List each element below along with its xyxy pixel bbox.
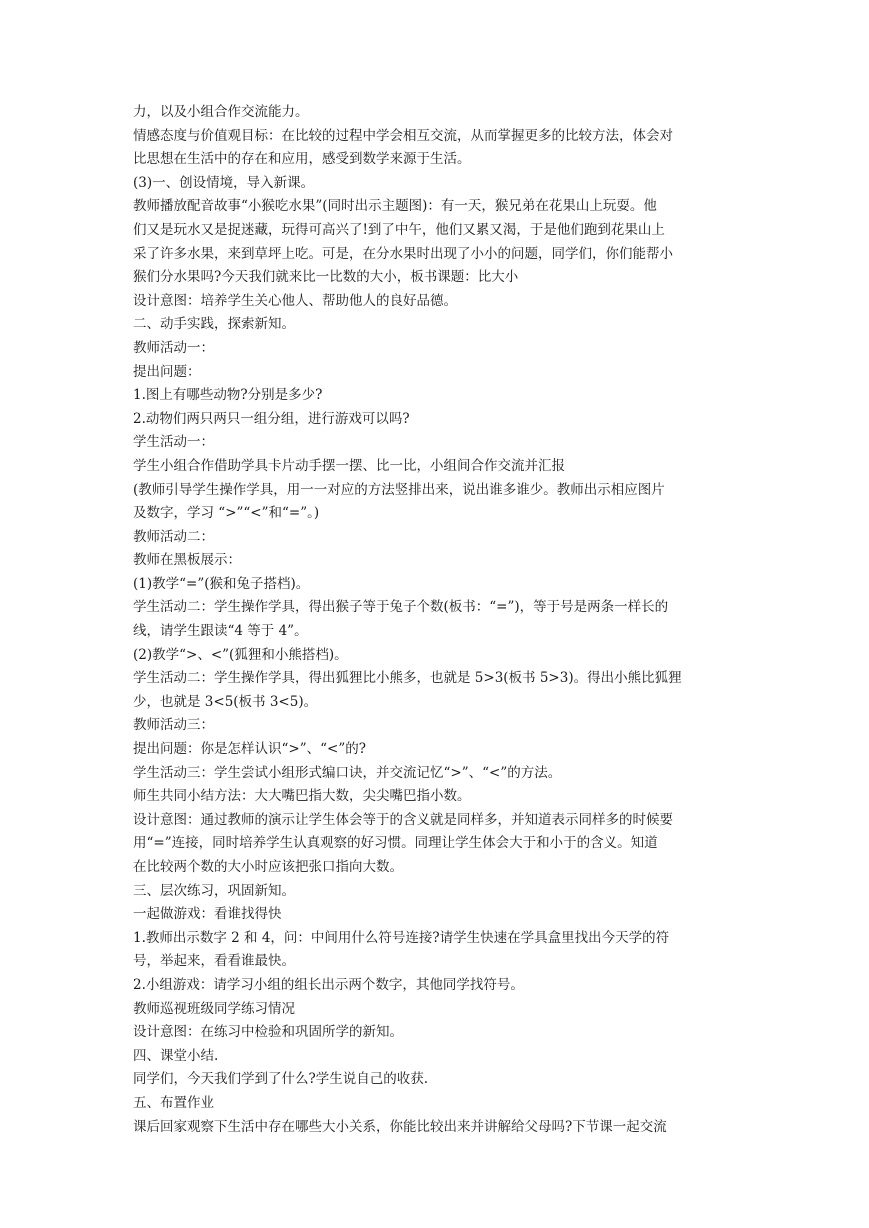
text-line: 2.小组游戏：请学习小组的组长出示两个数字，其他同学找符号。 — [133, 976, 524, 993]
text-line: 同学们，今天我们学到了什么?学生说自己的收获. — [133, 1071, 429, 1088]
text-line: 课后回家观察下生活中存在哪些大小关系，你能比较出来并讲解给父母吗?下节课一起交流 — [133, 1118, 667, 1135]
text-line: 在比较两个数的大小时应该把张口指向大数。 — [133, 859, 403, 875]
text-line: 少，也就是 3<5(板书 3<5)。 — [133, 693, 318, 710]
text-line: 四、课堂小结. — [133, 1047, 219, 1064]
text-line: 提出问题：你是怎样认识“>”、“<”的? — [133, 741, 366, 758]
text-line: 学生活动三：学生尝试小组形式编口诀，并交流记忆“>”、“<”的方法。 — [133, 764, 562, 781]
text-line: 采了许多水果，来到草坪上吃。可是，在分水果时出现了小小的问题，同学们，你们能帮小 — [133, 245, 673, 262]
text-line: 教师巡视班级同学练习情况 — [133, 1000, 295, 1017]
text-line: (1)教学“=”(猴和兔子搭档)。 — [133, 575, 310, 592]
text-line: 教师活动三： — [133, 717, 214, 734]
text-line: 一起做游戏：看谁找得快 — [133, 906, 282, 923]
text-line: 教师在黑板展示： — [133, 552, 241, 569]
text-line: 学生活动一： — [133, 434, 214, 451]
text-line: 1.图上有哪些动物?分别是多少? — [133, 387, 323, 404]
document-body — [133, 101, 743, 1139]
text-line: 比思想在生活中的存在和应用，感受到数学来源于生活。 — [133, 151, 471, 168]
text-line: 三、层次练习，巩固新知。 — [133, 882, 295, 899]
text-line: 五、布置作业 — [133, 1094, 214, 1111]
text-line: 猴们分水果吗?今天我们就来比一比数的大小，板书课题：比大小 — [133, 269, 519, 286]
text-line: 情感态度与价值观目标：在比较的过程中学会相互交流，从而掌握更多的比较方法，体会对 — [133, 127, 673, 144]
text-line: 教师活动一： — [133, 339, 214, 356]
text-line: 力，以及小组合作交流能力。 — [133, 104, 309, 120]
text-line: (2)教学“>、<”(狐狸和小熊搭档)。 — [133, 646, 348, 663]
text-line: (教师引导学生操作学具，用一一对应的方法竖排出来，说出谁多谁少。教师出示相应图片 — [133, 481, 665, 498]
text-line: 学生活动二：学生操作学具，得出猴子等于兔子个数(板书：“=”)，等于号是两条一样长的 — [133, 599, 669, 616]
text-line: 提出问题： — [133, 363, 201, 380]
text-line: 2.动物们两只两只一组分组，进行游戏可以吗? — [133, 410, 410, 427]
text-line: 师生共同小结方法：大大嘴巴指大数，尖尖嘴巴指小数。 — [133, 788, 471, 805]
text-line: 二、动手实践，探索新知。 — [133, 316, 295, 333]
text-line: 学生活动二：学生操作学具，得出狐狸比小熊多，也就是 5>3(板书 5>3)。得出小熊比狐狸 — [133, 670, 682, 687]
text-line: 教师活动二： — [133, 528, 214, 545]
text-line: 及数字，学习 “>”“<”和“=”。) — [133, 505, 320, 522]
text-line: 设计意图：在练习中检验和巩固所学的新知。 — [133, 1024, 403, 1041]
text-line: 们又是玩水又是捉迷藏，玩得可高兴了!到了中午，他们又累又渴，于是他们跑到花果山上 — [133, 221, 665, 238]
text-line: 设计意图：通过教师的演示让学生体会等于的含义就是同样多，并知道表示同样多的时候要 — [133, 811, 673, 828]
text-line: 号，举起来，看看谁最快。 — [133, 953, 295, 970]
text-line: 教师播放配音故事“小猴吃水果”(同时出示主题图)：有一天，猴兄弟在花果山上玩耍。他 — [133, 198, 657, 215]
text-line: 学生小组合作借助学具卡片动手摆一摆、比一比，小组间合作交流并汇报 — [133, 457, 565, 474]
text-line: 设计意图：培养学生关心他人、帮助他人的良好品德。 — [133, 292, 457, 309]
text-line: 1.教师出示数字 2 和 4，问：中间用什么符号连接?请学生快速在学具盒里找出今天学的符 — [133, 929, 670, 946]
text-line: 线，请学生跟读“4 等于 4”。 — [133, 623, 308, 640]
text-line: (3)一、创设情境，导入新课。 — [133, 174, 315, 191]
text-line: 用“=”连接，同时培养学生认真观察的好习惯。同理让学生体会大于和小于的含义。知道 — [133, 835, 658, 852]
